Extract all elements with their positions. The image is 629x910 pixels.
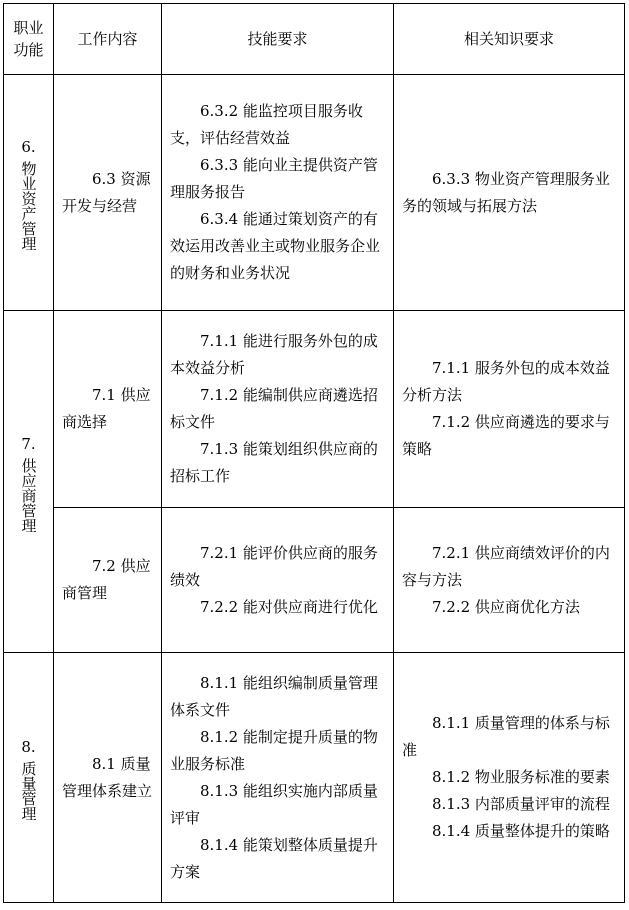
function-cell [4, 75, 54, 311]
knowledge-item: 7.2.1 供应商绩效评价的内容与方法 [402, 543, 610, 589]
work-content-cell: 7.2 供应商管理 [54, 508, 162, 653]
knowledge-item: 7.1.2 供应商遴选的要求与策略 [402, 413, 610, 458]
skill-item: 6.3.4 能通过策划资产的有效运用改善业主或物业服务企业的财务和业务状况 [170, 210, 381, 282]
skill-item: 8.1.3 能组织实施内部质量评审 [170, 781, 378, 827]
knowledge-item: 8.1.1 质量管理的体系与标准 [402, 714, 610, 759]
knowledge-item: 6.3.3 物业资产管理服务业务的领域与拓展方法 [402, 169, 610, 215]
knowledge-item: 8.1.4 质量整体提升的策略 [432, 822, 610, 840]
work-content-cell: 6.3 资源开发与经营 [54, 75, 162, 311]
knowledge-cell [394, 311, 625, 508]
header-skills: 技能要求 [162, 4, 394, 75]
knowledge-cell [394, 653, 625, 903]
header-function: 职业功能 [4, 4, 54, 75]
header-work: 工作内容 [54, 4, 162, 75]
function-number: 7. [21, 434, 36, 453]
function-name: 供应商管理 [19, 457, 38, 533]
skills-cell [162, 508, 394, 653]
knowledge-cell [394, 75, 625, 311]
skill-item: 6.3.2 能监控项目服务收支，评估经营效益 [170, 102, 363, 147]
skills-cell [162, 75, 394, 311]
skill-item: 7.2.2 能对供应商进行优化 [200, 597, 378, 616]
function-name: 物业资产管理 [19, 161, 38, 251]
skills-cell [162, 653, 394, 903]
competency-table [3, 3, 625, 903]
skill-item: 8.1.2 能制定提升质量的物业服务标准 [170, 727, 378, 773]
function-name: 质量管理 [19, 761, 38, 821]
knowledge-item: 7.2.2 供应商优化方法 [432, 597, 580, 616]
function-cell [4, 311, 54, 653]
skill-item: 7.2.1 能评价供应商的服务绩效 [170, 543, 378, 589]
knowledge-item: 8.1.2 物业服务标准的要素 [432, 768, 610, 786]
table-header-row [4, 4, 625, 75]
skill-item: 6.3.3 能向业主提供资产管理服务报告 [170, 156, 378, 201]
table-row [4, 75, 625, 311]
knowledge-item: 7.1.1 服务外包的成本效益分析方法 [402, 359, 610, 404]
skill-item: 7.1.1 能进行服务外包的成本效益分析 [170, 332, 378, 377]
table-row [4, 311, 625, 508]
work-content-cell: 8.1 质量管理体系建立 [54, 653, 162, 903]
header-knowledge: 相关知识要求 [394, 4, 625, 75]
table-row [4, 508, 625, 653]
work-content-cell: 7.1 供应商选择 [54, 311, 162, 508]
knowledge-cell [394, 508, 625, 653]
table-row [4, 653, 625, 903]
skills-cell [162, 311, 394, 508]
function-number: 6. [21, 138, 36, 156]
knowledge-item: 8.1.3 内部质量评审的流程 [432, 795, 610, 813]
function-cell [4, 653, 54, 903]
skill-item: 7.1.2 能编制供应商遴选招标文件 [170, 386, 378, 431]
skill-item: 7.1.3 能策划组织供应商的招标工作 [170, 440, 378, 485]
function-number: 8. [21, 738, 36, 756]
skill-item: 8.1.4 能策划整体质量提升方案 [170, 835, 378, 881]
skill-item: 8.1.1 能组织编制质量管理体系文件 [170, 673, 378, 719]
